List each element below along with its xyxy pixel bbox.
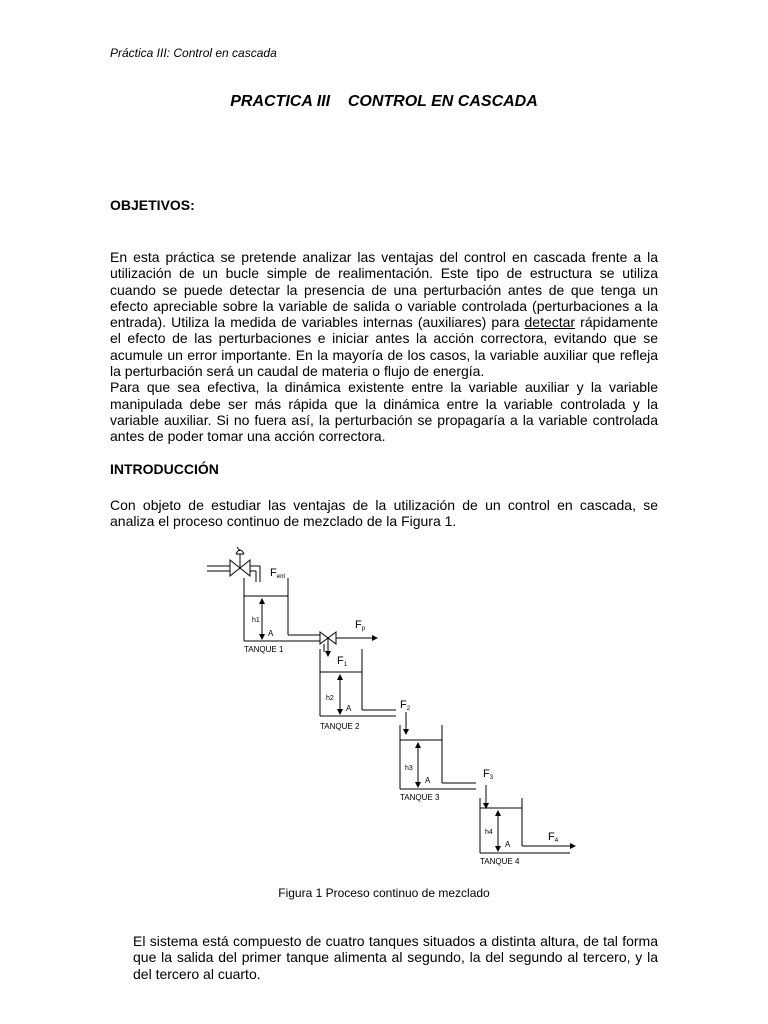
flow-label-fent: Fent: [270, 567, 286, 580]
flow-label-f4: F4: [548, 831, 559, 844]
level-label-h3: h3: [405, 765, 413, 772]
flow-label-f2: F2: [400, 699, 411, 712]
objetivos-text-a: En esta práctica se pretende analizar las ventajas del control en cascada frente a la utilización de un bucle simple de realimentación. Este tipo de estructura se utiliza cuando se puede detectar la presencia de una perturbación antes de que tenga un efecto apreciable sobre la variable de salida o variable controlada (perturbaciones a la entrada). Utiliza la medida de variables internas (auxiliares) para: [110, 249, 658, 331]
area-label-tank2: A: [346, 704, 352, 713]
tank-label-4: TANQUE 4: [480, 857, 520, 866]
objetivos-paragraph-2: Para que sea efectiva, la dinámica existente entre la variable auxiliar y la variable manipulada debe ser más rápida que la dinámica entre la variable controlada y la variable auxiliar. Si no fuera así, la perturbación se propagaría a la variable controlada antes de poder tomar una acción correctora.: [110, 379, 658, 445]
figure-mixing-process: [200, 540, 600, 870]
sistema-paragraph: El sistema está compuesto de cuatro tanques situados a distinta altura, de tal forma que la salida del primer tanque alimenta al segundo, la del segundo al tercero, y la del tercero al cuarto.: [133, 933, 658, 982]
tank-label-2: TANQUE 2: [320, 722, 360, 731]
tank-label-1: TANQUE 1: [244, 645, 284, 654]
tank-label-3: TANQUE 3: [400, 793, 440, 802]
area-label-tank1: A: [268, 629, 274, 638]
objetivos-body: [110, 249, 658, 445]
running-header: Práctica III: Control en cascada: [110, 46, 277, 60]
flow-label-f3: F3: [483, 768, 494, 781]
level-label-h2: h2: [326, 695, 334, 702]
area-label-tank4: A: [505, 840, 511, 849]
tank-diagram: [200, 540, 600, 870]
detectar-underlined: detectar: [524, 314, 576, 331]
objetivos-paragraph-1: [110, 249, 658, 379]
figure-caption: Figura 1 Proceso continuo de mezclado: [278, 886, 490, 900]
introduccion-paragraph: Con objeto de estudiar las ventajas de la utilización de un control en cascada, se analiza el proceso continuo de mezclado de la Figura 1.: [110, 497, 658, 530]
page-title: PRACTICA III CONTROL EN CASCADA: [230, 93, 538, 110]
introduccion-heading: INTRODUCCIÓN: [110, 461, 219, 477]
level-label-h4: h4: [485, 829, 493, 836]
flow-label-fp: Fp: [355, 619, 366, 632]
area-label-tank3: A: [425, 776, 431, 785]
level-label-h1: h1: [252, 617, 260, 624]
flow-label-f1: F1: [337, 655, 348, 668]
objetivos-text-b: rápidamente el efecto de las perturbaciones e iniciar antes la acción correctora, evitando que se acumule un error importante. En la mayoría de los casos, la variable auxiliar que refleja la perturbación será un caudal de materia o flujo de energía.: [110, 314, 658, 380]
objetivos-heading: OBJETIVOS:: [110, 197, 195, 213]
